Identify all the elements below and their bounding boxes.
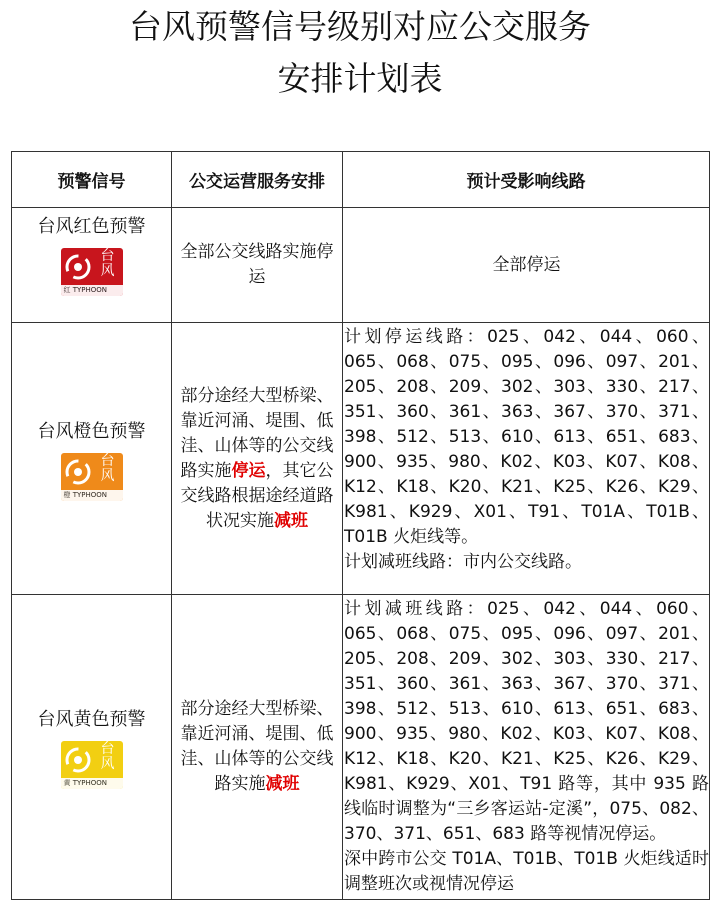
badge-char-1: 台: [100, 248, 115, 264]
service-cell: 全部公交线路实施停运: [172, 208, 343, 323]
highlight-suspend: 停运: [231, 460, 266, 481]
typhoon-red-warning-icon: [61, 248, 123, 296]
typhoon-swirl-icon: [65, 747, 91, 773]
badge-en: TYPHOON: [72, 286, 108, 294]
badge-char-2: 风: [100, 263, 115, 279]
badge-en: TYPHOON: [72, 779, 108, 787]
routes-cell: [343, 323, 710, 595]
typhoon-orange-warning-icon: [61, 453, 123, 501]
badge-en: TYPHOON: [72, 490, 108, 499]
typhoon-yellow-warning-icon: [61, 741, 123, 789]
signal-cell: [12, 208, 172, 323]
routes-suspended: 计划停运线路：025、042、044、060、065、068、075、095、096、097、201、205、208、209、302、303、330、217、351、360、361、363、367、370、371、398、512、513、610、613、651、683、900、935、980、K02、K03、K07、K08、K12、K18、K20、K21、K25、K26、K29、K981、K929、X01、T91、T01A、T01B、T01B 火炬线等。: [344, 327, 709, 547]
typhoon-service-table: [11, 151, 710, 900]
badge-level-char: 橙: [63, 490, 71, 499]
highlight-reduce: 减班: [265, 774, 300, 794]
routes-cell: 全部停运: [343, 208, 710, 323]
page-subtitle: 安排计划表: [277, 59, 443, 98]
routes-cross-city: 深中跨市公交 T01A、T01B、T01B 火炬线适时调整班次或视情况停运: [344, 849, 709, 894]
service-text: ，其它公交线路根据途经道路状况实施: [180, 460, 334, 531]
highlight-reduce: 减班: [274, 510, 308, 531]
service-text: 部分途经大型桥梁、靠近河涌、堤围、低洼、山体等的公交线路实施: [180, 385, 334, 481]
badge-char-2: 风: [100, 467, 115, 484]
table-row: [12, 208, 710, 323]
typhoon-swirl-icon: [65, 254, 91, 280]
badge-char-1: 台: [100, 741, 115, 757]
table-row: [12, 323, 710, 595]
header-routes: 预计受影响线路: [343, 152, 710, 208]
service-cell: [172, 595, 343, 900]
header-service: 公交运营服务安排: [172, 152, 343, 208]
signal-cell: [12, 323, 172, 595]
signal-name: 台风黄色预警: [37, 709, 146, 730]
signal-cell: [12, 595, 172, 900]
service-cell: [172, 323, 343, 595]
routes-cell: [343, 595, 710, 900]
page-title: 台风预警信号级别对应公交服务: [129, 7, 591, 46]
table-row: [12, 595, 710, 900]
signal-name: 台风红色预警: [37, 216, 146, 237]
badge-level-char: 黄: [63, 779, 71, 787]
badge-char-1: 台: [100, 452, 115, 469]
badge-char-2: 风: [100, 756, 115, 772]
table-header-row: [12, 152, 710, 208]
signal-name: 台风橙色预警: [37, 420, 146, 442]
badge-level-char: 红: [63, 286, 71, 294]
header-signal: 预警信号: [12, 152, 172, 208]
service-text: 部分途经大型桥梁、靠近河涌、堤围、低洼、山体等的公交线路实施: [180, 699, 334, 794]
routes-reduced: 计划减班线路：市内公交线路。: [344, 552, 582, 572]
routes-reduced: 计划减班线路：025、042、044、060、065、068、075、095、096、097、201、205、208、209、302、303、330、217、351、360、361、363、367、370、371、398、512、513、610、613、651、683、900、935、980、K02、K03、K07、K08、K12、K18、K20、K21、K25、K26、K29、K981、K929、X01、T91 路等，其中 935 路线临时调整为“三乡客运站-定溪”，075、082、370、371、651、683 路等视情况停运。: [344, 599, 709, 844]
typhoon-swirl-icon: [65, 459, 91, 485]
